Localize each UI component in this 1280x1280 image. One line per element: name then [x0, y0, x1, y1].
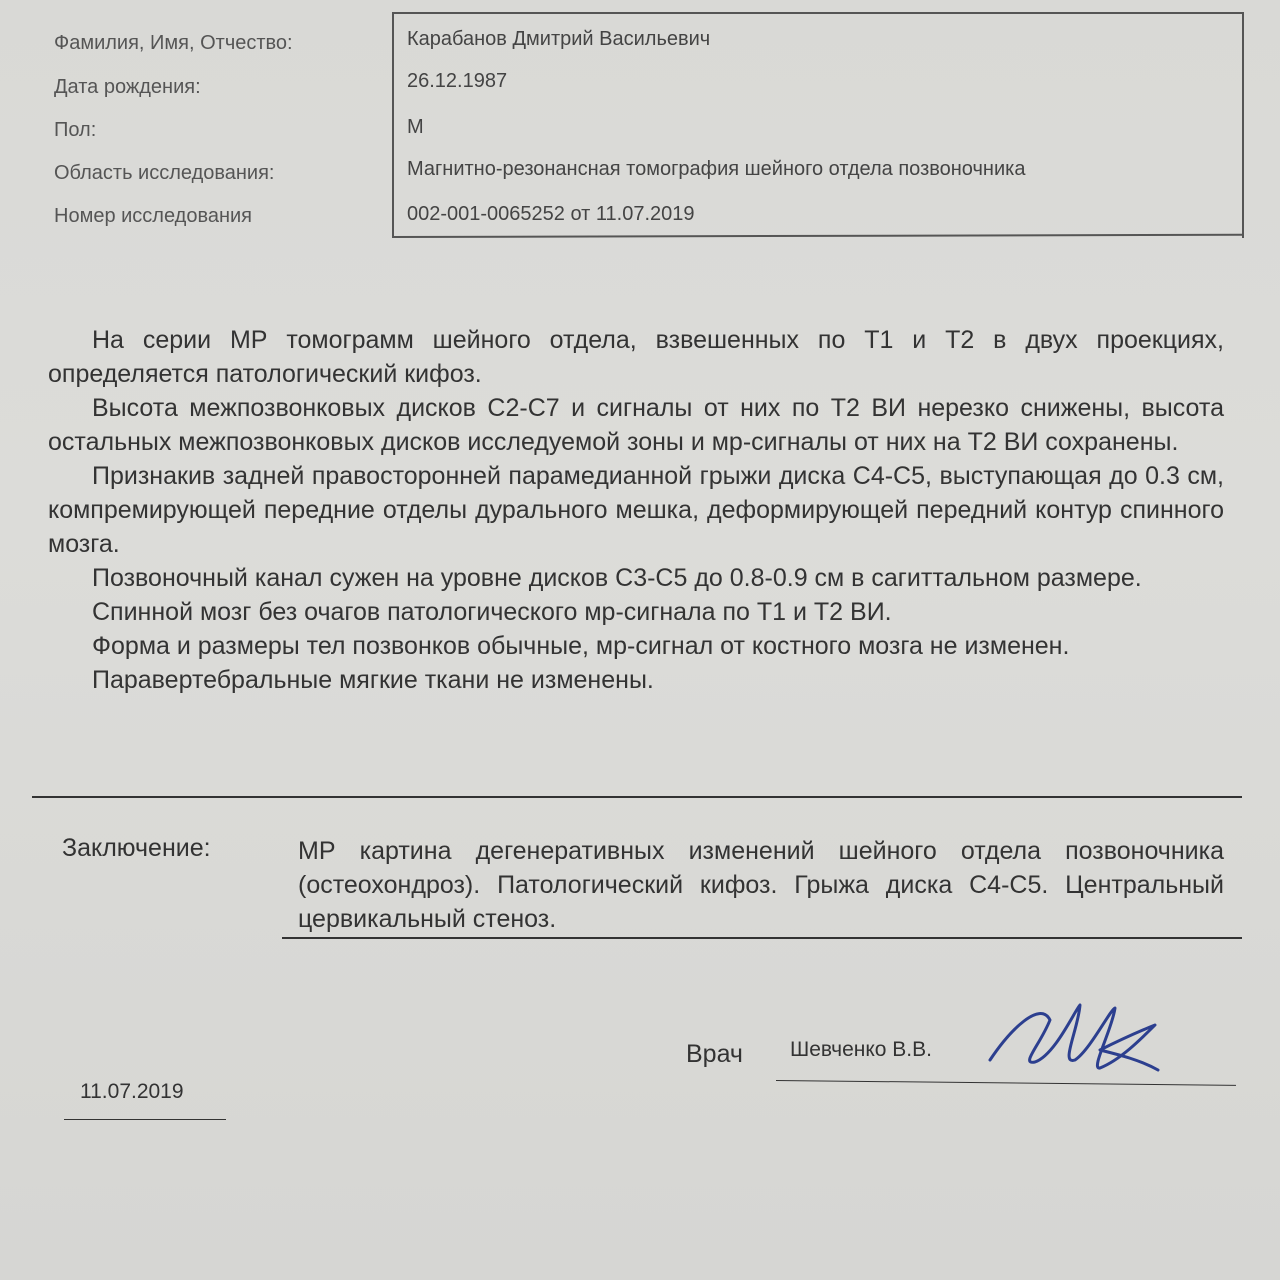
- doctor-name: Шевченко В.В.: [790, 1038, 932, 1061]
- value-study-area: Магнитно-резонансная томография шейного отдела позвоночника: [407, 158, 1026, 180]
- findings-paragraph: На серии МР томограмм шейного отдела, взвешенных по Т1 и Т2 в двух проекциях, определяется патологический кифоз.: [48, 326, 1224, 388]
- conclusion-text: МР картина дегенеративных изменений шейного отдела позвоночника (остеохондроз). Патологический кифоз. Грыжа диска С4-С5. Центральный цервикальный стеноз.: [298, 837, 1224, 933]
- date-line: [64, 1119, 226, 1120]
- value-study-number: 002-001-0065252 от 11.07.2019: [407, 203, 695, 225]
- findings-section: [48, 323, 1224, 697]
- label-study-number: Номер исследования: [54, 205, 253, 227]
- signoff-role: Врач: [686, 1040, 743, 1068]
- value-full-name: Карабанов Дмитрий Васильевич: [407, 28, 711, 50]
- label-full-name: Фамилия, Имя, Отчество:: [54, 32, 293, 54]
- value-sex: М: [407, 116, 424, 138]
- label-study-area: Область исследования:: [54, 162, 275, 184]
- findings-paragraph: Позвоночный канал сужен на уровне дисков С3-С5 до 0.8-0.9 см в сагиттальном размере.: [92, 564, 1142, 592]
- label-sex: Пол:: [54, 119, 97, 141]
- report-date: 11.07.2019: [80, 1080, 184, 1103]
- findings-divider: [32, 796, 1242, 798]
- findings-paragraph: Признакив задней правосторонней парамедианной грыжи диска С4-С5, выступающая до 0.3 см, компремирующей передние отделы дурального мешка, деформирующей передний контур спинного мозга.: [48, 462, 1224, 558]
- findings-paragraph: Форма и размеры тел позвонков обычные, мр-сигнал от костного мозга не изменен.: [92, 632, 1070, 660]
- findings-paragraph: Высота межпозвонковых дисков С2-С7 и сигналы от них по Т2 ВИ нерезко снижены, высота остальных межпозвонковых дисков исследуемой зоны и мр-сигналы от них на Т2 ВИ сохранены.: [48, 394, 1224, 456]
- conclusion-label: Заключение:: [62, 834, 211, 862]
- doctor-signature: [980, 990, 1160, 1090]
- findings-paragraph: Паравертебральные мягкие ткани не изменены.: [92, 666, 654, 694]
- label-birth-date: Дата рождения:: [54, 76, 201, 98]
- value-birth-date: 26.12.1987: [407, 70, 508, 92]
- findings-paragraph: Спинной мозг без очагов патологического мр-сигнала по Т1 и Т2 ВИ.: [92, 598, 892, 626]
- conclusion-divider: [282, 937, 1242, 939]
